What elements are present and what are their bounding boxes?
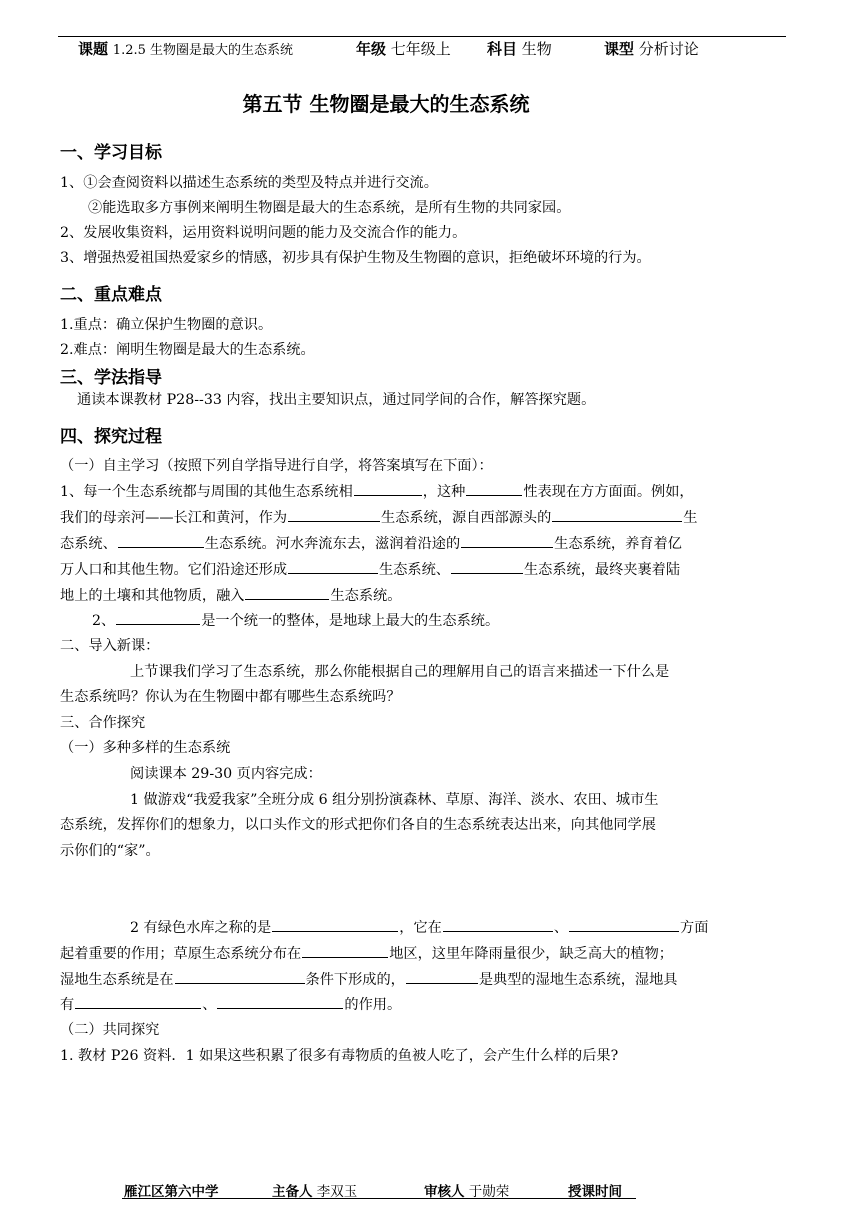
intro-line-1: 上节课我们学习了生态系统，那么你能根据自己的理解用自己的语言来描述一下什么是: [130, 664, 670, 680]
answer-blank[interactable]: [118, 532, 204, 548]
game-line-1: 1 做游戏“我爱我家”全班分成 6 组分别扮演森林、草原、海洋、淡水、农田、城市生: [130, 792, 659, 808]
text: 条件下形成的，: [305, 972, 405, 988]
answer-blank[interactable]: [288, 506, 380, 522]
header-grade: [356, 38, 451, 59]
header-subject: [487, 38, 552, 59]
coop-heading: 三、合作探究: [60, 715, 146, 731]
read-instruction: 阅读课本 29-30 页内容完成：: [130, 766, 322, 782]
answer-blank[interactable]: [75, 993, 201, 1009]
answer-blank[interactable]: [466, 480, 522, 496]
text: 1、每一个生态系统都与周围的其他生态系统相: [60, 484, 353, 500]
grade-label: 年级: [356, 40, 387, 58]
reviewer-value: 于勋荣: [468, 1184, 510, 1200]
question-3-line-4: [60, 993, 401, 1014]
question-4: 1. 教材 P26 资料．1 如果这些积累了很多有毒物质的鱼被人吃了，会产生什么样的后果?: [60, 1048, 619, 1064]
keypoint-1: 1.重点：确立保护生物圈的意识。: [60, 317, 273, 333]
question-3-line-1: [130, 916, 708, 937]
text: ，这种: [422, 484, 466, 500]
text: 地上的土壤和其他物质，融入: [60, 588, 245, 604]
answer-blank[interactable]: [288, 558, 378, 574]
footer-reviewer: [424, 1180, 509, 1200]
keypoint-2: 2.难点：阐明生物圈是最大的生态系统。: [60, 342, 315, 358]
section-method-heading: 三、学法指导: [60, 368, 162, 388]
answer-blank[interactable]: [451, 558, 523, 574]
section-keypoints-heading: 二、重点难点: [60, 285, 162, 305]
answer-blank[interactable]: [272, 916, 398, 932]
grade-value: 七年级上: [390, 40, 451, 58]
answer-blank[interactable]: [175, 968, 305, 984]
header-type: [604, 38, 699, 59]
footer-time: [568, 1180, 622, 1200]
subject-value: 生物: [521, 40, 552, 58]
answer-blank[interactable]: [443, 916, 553, 932]
text: 态系统、: [60, 536, 117, 552]
text: 生态系统。: [330, 588, 402, 604]
text: 地区，这里年降雨量很少，缺乏高大的植物；: [389, 946, 673, 962]
answer-blank[interactable]: [354, 480, 422, 496]
question-1-line-4: [60, 558, 680, 579]
text: 方面: [680, 920, 709, 936]
coop-sub-1: （一）多种多样的生态系统: [60, 740, 231, 756]
question-1-line-2: [60, 506, 697, 527]
text: 起着重要的作用；草原生态系统分布在: [60, 946, 302, 962]
goal-3: 3、增强热爱祖国热爱家乡的情感，初步具有保护生物及生物圈的意识，拒绝破坏环境的行为。: [60, 250, 651, 266]
page-title: 第五节 生物圈是最大的生态系统: [242, 92, 530, 116]
question-2: [92, 609, 499, 630]
coop-sub-2: （二）共同探究: [60, 1022, 160, 1038]
question-3-line-2: [60, 942, 673, 963]
text: 生态系统，最终夹裹着陆: [523, 562, 681, 578]
text: 是一个统一的整体，是地球上最大的生态系统。: [201, 613, 500, 629]
answer-blank[interactable]: [406, 968, 478, 984]
answer-blank[interactable]: [116, 609, 200, 625]
text: 生: [683, 510, 698, 526]
preparer-value: 李双玉: [316, 1184, 358, 1200]
footer-preparer: [272, 1180, 357, 1200]
header-topic: [78, 38, 293, 59]
goal-1: 1、①会查阅资料以描述生态系统的类型及特点并进行交流。: [60, 175, 438, 191]
text: 是典型的湿地生态系统，湿地具: [478, 972, 678, 988]
preparer-label: 主备人: [272, 1184, 313, 1200]
question-1-line-5: [60, 584, 401, 605]
text: 2、: [92, 613, 116, 629]
question-1-line-1: [60, 480, 694, 501]
text: ，它在: [399, 920, 442, 936]
answer-blank[interactable]: [461, 532, 553, 548]
answer-blank[interactable]: [245, 584, 329, 600]
answer-blank[interactable]: [552, 506, 682, 522]
text: 有: [60, 997, 75, 1013]
footer-rule: [122, 1198, 636, 1199]
intro-heading: 二、导入新课：: [60, 638, 160, 654]
text: 生态系统、: [379, 562, 450, 578]
answer-blank[interactable]: [217, 993, 343, 1009]
type-value: 分析讨论: [638, 40, 699, 58]
text: 生态系统，源自西部源头的: [381, 510, 552, 526]
question-1-line-3: [60, 532, 682, 553]
reviewer-label: 审核人: [424, 1184, 465, 1200]
goal-2: 2、发展收集资料，运用资料说明问题的能力及交流合作的能力。: [60, 225, 467, 241]
type-label: 课型: [604, 40, 635, 58]
answer-blank[interactable]: [569, 916, 679, 932]
header-rule: [58, 36, 786, 37]
method-text: 通读本课教材 P28--33 内容，找出主要知识点，通过同学间的合作，解答探究题。: [77, 392, 596, 408]
game-line-3: 示你们的“家”。: [60, 843, 160, 859]
intro-line-2: 生态系统吗？你认为在生物圈中都有哪些生态系统吗？: [60, 689, 401, 705]
text: 、: [553, 920, 569, 936]
answer-blank[interactable]: [302, 942, 388, 958]
goal-1b: ②能选取多方事例来阐明生物圈是最大的生态系统，是所有生物的共同家园。: [88, 200, 571, 216]
section-process-heading: 四、探究过程: [60, 427, 162, 447]
subject-label: 科目: [487, 40, 518, 58]
text: 生态系统。河水奔流东去，滋润着沿途的: [204, 536, 461, 552]
game-line-2: 态系统，发挥你们的想象力，以口头作文的形式把你们各自的生态系统表达出来，向其他同学展: [60, 817, 656, 833]
text: 万人口和其他生物。它们沿途还形成: [60, 562, 288, 578]
text: 性表现在方方面面。例如，: [523, 484, 694, 500]
self-study-heading: （一）自主学习（按照下列自学指导进行自学，将答案填写在下面）：: [60, 458, 493, 474]
school-name: 雁江区第六中学: [124, 1184, 219, 1200]
text: 湿地生态系统是在: [60, 972, 174, 988]
text: 、: [202, 997, 217, 1013]
text: 的作用。: [344, 997, 402, 1013]
question-3-line-3: [60, 968, 677, 989]
text: 2 有绿色水库之称的是: [130, 920, 272, 936]
topic-label: 课题: [78, 40, 109, 58]
topic-value: 1.2.5 生物圈是最大的生态系统: [112, 43, 294, 58]
text: 我们的母亲河——长江和黄河，作为: [60, 510, 288, 526]
time-label: 授课时间: [568, 1184, 622, 1200]
text: 生态系统，养育着亿: [554, 536, 682, 552]
section-goals-heading: 一、学习目标: [60, 143, 162, 163]
footer-school: [124, 1180, 219, 1200]
